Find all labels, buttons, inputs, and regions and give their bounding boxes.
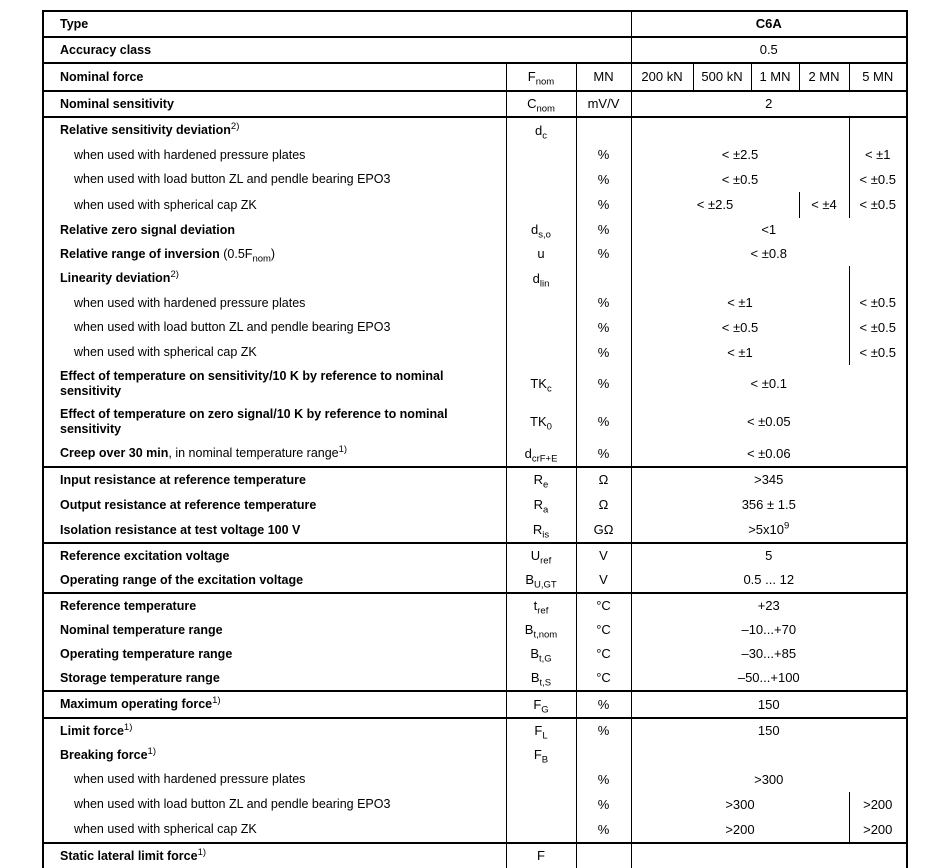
table-row [43,843,907,868]
table-row [43,63,907,91]
spec-table-body [43,11,907,868]
param-cell: when used with spherical cap ZK [74,197,257,212]
symbol-cell: $F_G$ [506,691,576,718]
value-cell: < ±1 [727,295,753,311]
param-cell: when used with hardened pressure plates [74,147,306,162]
value-cell [631,117,849,143]
document-page [42,10,910,864]
table-row [43,691,907,718]
unit-cell: % [576,167,631,192]
value-cell: < ±0.06 [746,445,791,461]
table-row [43,291,907,315]
table-row [43,792,907,817]
value-cell: < ±0.5 [849,192,907,218]
param-cell: Accuracy class [43,37,631,63]
unit-cell: % [576,192,631,218]
unit-cell [576,843,631,868]
symbol-cell: $B_{t,S}$ [506,666,576,691]
unit-cell: mV/V [576,91,631,117]
symbol-cell: $B_{t,nom}$ [506,618,576,642]
table-row [43,167,907,192]
value-cell: < ±0.5 [849,315,907,340]
table-row [43,743,907,767]
table-row [43,340,907,365]
symbol-cell: $B_{U,GT}$ [506,568,576,593]
value-cell: < ±0.5 [849,167,907,192]
param-cell: when used with load button ZL and pendle bearing EPO3 [74,172,391,187]
table-row [43,143,907,167]
value-cell [849,266,907,291]
unit-cell: V [576,543,631,568]
param-cell: Maximum operating force$^{1)}$ [43,691,506,718]
value-cell: < ±0.1 [750,376,787,392]
symbol-cell [506,291,576,315]
symbol-cell: $t_{ref}$ [506,593,576,618]
value-cell [631,743,907,767]
value-cell: < ±1 [849,143,907,167]
value-cell: 150 [631,691,907,718]
value-cell: <1 [761,222,777,238]
unit-cell: °C [576,666,631,691]
unit-cell: Ω [576,492,631,518]
param-cell: Output resistance at reference temperature [60,497,317,512]
value-cell: +23 [631,593,907,618]
table-row [43,37,907,63]
unit-cell [576,266,631,291]
param-cell: Storage temperature range [60,670,220,685]
value-cell: < ±0.5 [849,291,907,315]
unit-cell: °C [576,642,631,666]
symbol-cell: F [506,843,576,868]
symbol-cell: $U_{ref}$ [506,543,576,568]
value-cell: –50...+100 [737,670,800,686]
table-row [43,441,907,467]
symbol-cell [506,143,576,167]
unit-cell: % [576,218,631,242]
param-cell: Reference temperature [43,593,506,618]
value-cell: < ±0.5 [721,171,759,187]
value-cell: 150 [631,718,907,743]
symbol-cell: $TK_c$ [506,365,576,403]
symbol-cell: $B_{t,G}$ [506,642,576,666]
symbol-cell: $F_{nom}$ [506,63,576,91]
unit-cell: MN [576,63,631,91]
param-cell: when used with spherical cap ZK [74,822,257,837]
symbol-cell: $d_{crF+E}$ [506,441,576,467]
param-cell: when used with load button ZL and pendle bearing EPO3 [74,797,391,812]
value-cell: $>5x10^9$ [748,521,790,538]
param-cell: Isolation resistance at test voltage 100 V [60,522,301,537]
param-cell: Linearity deviation$^{2)}$ [60,268,179,286]
unit-cell: % [576,403,631,441]
symbol-cell: $R_e$ [506,467,576,492]
value-cell: < ±0.5 [849,340,907,365]
value-cell: >300 [754,771,784,787]
symbol-cell: $d_{lin}$ [506,266,576,291]
table-row [43,315,907,340]
value-cell [631,266,849,291]
value-cell [631,843,907,868]
symbol-cell: $d_{s,o}$ [506,218,576,242]
value-cell: >345 [631,467,907,492]
value-cell: < ±0.5 [721,319,759,335]
unit-cell: % [576,242,631,266]
value-cell: 0.5 ... 12 [743,572,795,588]
symbol-cell [506,167,576,192]
param-cell: Relative zero signal deviation [60,222,236,237]
value-cell: >200 [849,792,907,817]
symbol-cell [506,792,576,817]
symbol-cell [506,340,576,365]
param-cell: Limit force$^{1)}$ [43,718,506,743]
param-cell: when used with spherical cap ZK [74,345,257,360]
param-cell: Relative range of inversion $(0.5F_{nom})$ [60,246,276,265]
param-cell: Nominal sensitivity [43,91,506,117]
param-cell: Nominal force [43,63,506,91]
table-row [43,266,907,291]
table-row [43,365,907,403]
table-row [43,642,907,666]
col-header-200kn: 200 kN [631,63,693,91]
table-row [43,518,907,543]
table-row [43,242,907,266]
table-row [43,543,907,568]
param-cell: Breaking force$^{1)}$ [60,745,156,762]
unit-cell: % [576,143,631,167]
unit-cell: % [576,340,631,365]
col-header-500kn: 500 kN [693,63,751,91]
param-cell: Static lateral limit force$^{1)}$ [43,843,506,868]
symbol-cell: $F_L$ [506,718,576,743]
table-row [43,192,907,218]
value-cell: < ±2.5 [696,197,734,213]
table-row [43,467,907,492]
symbol-cell: $F_B$ [506,743,576,767]
symbol-cell [506,192,576,218]
value-cell: < ±0.8 [750,246,787,262]
param-cell: Effect of temperature on zero signal/10 K by reference to nominal sensitivity [60,407,448,436]
unit-cell: % [576,441,631,467]
unit-cell: % [576,291,631,315]
unit-cell: V [576,568,631,593]
col-header-5mn: 5 MN [849,63,907,91]
unit-cell: °C [576,618,631,642]
col-header-1mn: 1 MN [751,63,799,91]
value-cell: –10...+70 [741,622,797,638]
table-row [43,593,907,618]
value-cell: C6A [631,11,907,37]
value-cell [849,117,907,143]
unit-cell: % [576,365,631,403]
value-cell: 5 [631,543,907,568]
unit-cell: Ω [576,467,631,492]
col-header-2mn: 2 MN [799,63,849,91]
table-row [43,568,907,593]
table-row [43,117,907,143]
value-cell: –30...+85 [741,646,797,662]
symbol-cell [506,315,576,340]
symbol-cell: $TK_0$ [506,403,576,441]
param-cell: Effect of temperature on sensitivity/10 K by reference to nominal sensitivity [60,369,444,398]
param-cell: Operating range of the excitation voltage [60,572,304,587]
param-cell: Nominal temperature range [60,622,223,637]
value-cell: >200 [725,821,755,837]
table-row [43,218,907,242]
table-row [43,767,907,792]
unit-cell: % [576,817,631,843]
param-cell: Creep over 30 min, in nominal temperature range$^{1)}$ [60,443,348,461]
param-cell: Relative sensitivity deviation$^{2)}$ [43,117,506,143]
unit-cell: % [576,792,631,817]
symbol-cell [506,817,576,843]
symbol-cell: $R_{is}$ [506,518,576,543]
table-row [43,817,907,843]
param-cell: Operating temperature range [60,646,233,661]
param-cell: Reference excitation voltage [43,543,506,568]
symbol-cell [506,767,576,792]
param-cell: Input resistance at reference temperature [43,467,506,492]
table-row [43,718,907,743]
unit-cell: °C [576,593,631,618]
param-cell: Type [43,11,631,37]
symbol-cell: $d_c$ [506,117,576,143]
value-cell: < ±4 [799,192,849,218]
symbol-cell: u [506,242,576,266]
table-row [43,666,907,691]
value-cell: 356 ± 1.5 [741,497,796,513]
param-cell: when used with load button ZL and pendle bearing EPO3 [74,320,391,335]
unit-cell: % [576,767,631,792]
value-cell: 0.5 [631,37,907,63]
unit-cell [576,117,631,143]
value-cell: < ±2.5 [721,147,759,163]
table-row [43,403,907,441]
unit-cell: % [576,718,631,743]
value-cell: >300 [725,796,755,812]
table-row [43,11,907,37]
symbol-cell: $C_{nom}$ [506,91,576,117]
value-cell: < ±1 [727,344,753,360]
unit-cell: GΩ [576,518,631,543]
param-cell: when used with hardened pressure plates [74,772,306,787]
table-row [43,492,907,518]
unit-cell: % [576,691,631,718]
value-cell: >200 [849,817,907,843]
value-cell: < ±0.05 [746,414,791,430]
table-row [43,91,907,117]
symbol-cell: $R_a$ [506,492,576,518]
unit-cell [576,743,631,767]
unit-cell: % [576,315,631,340]
table-row [43,618,907,642]
value-cell: 2 [631,91,907,117]
param-cell: when used with hardened pressure plates [74,295,306,310]
spec-table [42,10,908,868]
